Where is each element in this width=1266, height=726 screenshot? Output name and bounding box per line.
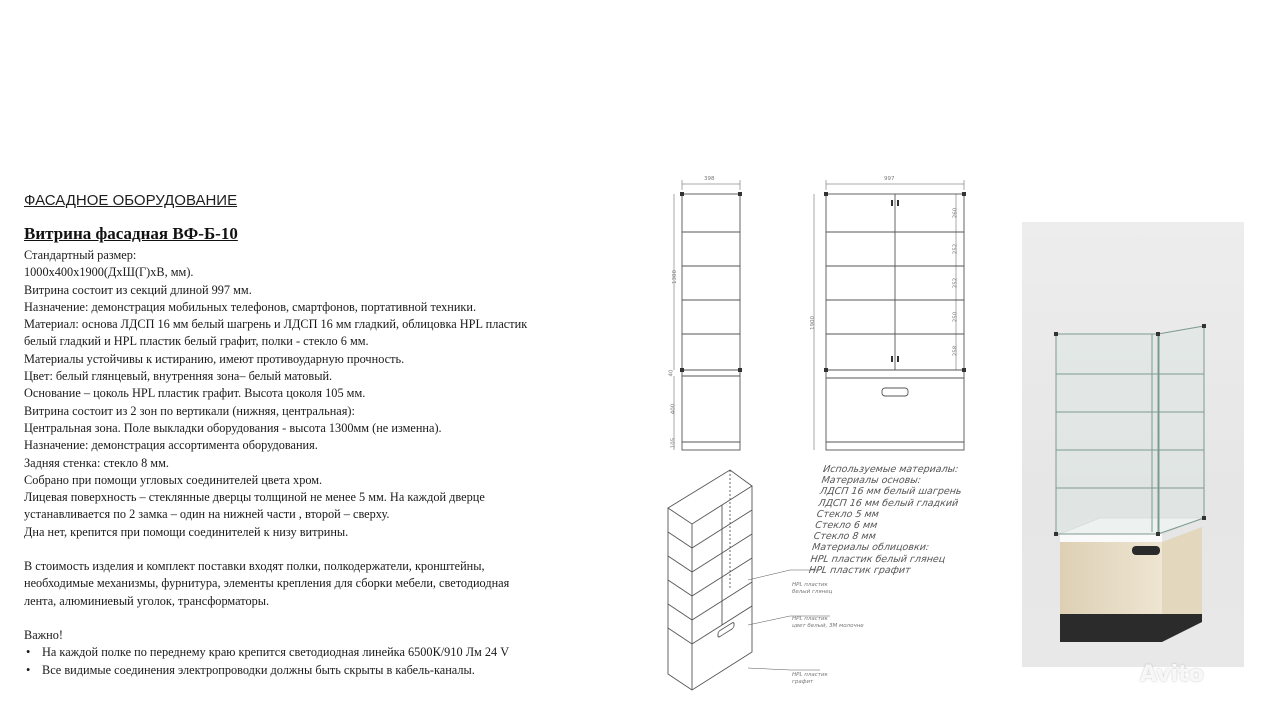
dim-side-width: 398 xyxy=(704,176,715,182)
description-line: Стандартный размер: xyxy=(24,248,137,262)
description-line: Назначение: демонстрация мобильных телефонов, смартфонов, портативной техники. xyxy=(24,299,477,314)
description-line: Собрано при помощи угловых соединителей цвета хром. xyxy=(24,472,323,487)
description-line: 1000х400х1900(ДхШ(Г)хВ, мм). xyxy=(24,265,194,280)
dim-side-mid: 40 xyxy=(668,369,675,377)
important-item: • На каждой полке по переднему краю крепится светодиодная линейка 6500К/910 Лм 24 V xyxy=(24,644,624,661)
description-line: Витрина состоит из 2 зон по вертикали (нижняя, центральная): xyxy=(24,403,355,418)
description-line: Центральная зона. Поле выкладки оборудования - высота 1300мм (не изменна). xyxy=(24,420,442,435)
dim-shelf: 258 xyxy=(952,345,959,357)
description-line: Назначение: демонстрация ассортимента оборудования. xyxy=(24,438,318,453)
important-label: Важно! xyxy=(24,627,63,642)
dim-side-lower: 400 xyxy=(670,403,677,415)
dim-front-width: 997 xyxy=(884,176,895,182)
description-line: Цвет: белый глянцевый, внутренняя зона– белый матовый. xyxy=(24,369,333,384)
showcase-illustration xyxy=(1022,222,1244,667)
product-photo xyxy=(1022,222,1244,667)
description-line: Основание – цоколь HPL пластик графит. Высота цоколя 105 мм. xyxy=(24,386,366,401)
dim-side-base: 105 xyxy=(670,437,677,449)
description-line: устанавливается по 2 замка – один на нижней части , второй – сверху. xyxy=(24,507,390,522)
callout-label: HPL пластик графит xyxy=(792,672,828,685)
callout-label: HPL пластик белый глянец xyxy=(792,582,833,595)
drawing-lines xyxy=(660,170,980,710)
description-line: Лицевая поверхность – стеклянные дверцы толщиной не менее 5 мм. На каждой дверце xyxy=(24,490,485,505)
product-title: Витрина фасадная ВФ-Б-10 xyxy=(24,224,238,243)
dim-shelf: 260 xyxy=(952,207,959,219)
description-line: Материалы устойчивы к истиранию, имеют противоударную прочность. xyxy=(24,351,405,366)
product-description xyxy=(24,247,624,679)
cost-line: В стоимость изделия и комплект поставки входят полки, полкодержатели, кронштейны, xyxy=(24,559,485,574)
description-line: Дна нет, крепится при помощи соединителей к низу витрины. xyxy=(24,524,349,539)
description-line: Материал: основа ЛДСП 16 мм белый шагрень и ЛДСП 16 мм гладкий, облицовка HPL пластик xyxy=(24,317,528,332)
watermark: Avito xyxy=(1140,662,1204,687)
dim-shelf: 252 xyxy=(952,243,959,255)
dim-shelf: 250 xyxy=(952,311,959,323)
cost-line: лента, алюминиевый уголок, трансформаторы. xyxy=(24,593,270,608)
cost-line: необходимые механизмы, фурнитура, элементы крепления для сборки мебели, светодиодная xyxy=(24,576,510,591)
callout-label: HPL пластик цвет белый, ЗМ молочне xyxy=(792,616,864,629)
dim-front-total: 1900 xyxy=(810,316,816,330)
important-list xyxy=(24,644,624,679)
dim-side-upper: 1300 xyxy=(672,270,678,284)
dim-shelf: 252 xyxy=(952,277,959,289)
important-item: • Все видимые соединения электропроводки должны быть скрыты в кабель-каналы. xyxy=(24,662,624,679)
section-title: ФАСАДНОЕ ОБОРУДОВАНИЕ xyxy=(24,192,238,209)
technical-drawings xyxy=(660,170,980,710)
description-line: Задняя стенка: стекло 8 мм. xyxy=(24,455,169,470)
description-line: белый гладкий и HPL пластик белый графит, полки - стекло 6 мм. xyxy=(24,334,369,349)
materials-annotation: Используемые материалы: Материалы основы: ЛДСП 16 мм белый шагрень ЛДСП 16 мм белый гладкий Стекло 5 мм Стекло 6 мм Стекло 8 мм Материалы облицовки: HPL пластик белый глянец HPL пластик графит xyxy=(808,464,963,576)
description-line: Витрина состоит из секций длиной 997 мм. xyxy=(24,282,252,297)
